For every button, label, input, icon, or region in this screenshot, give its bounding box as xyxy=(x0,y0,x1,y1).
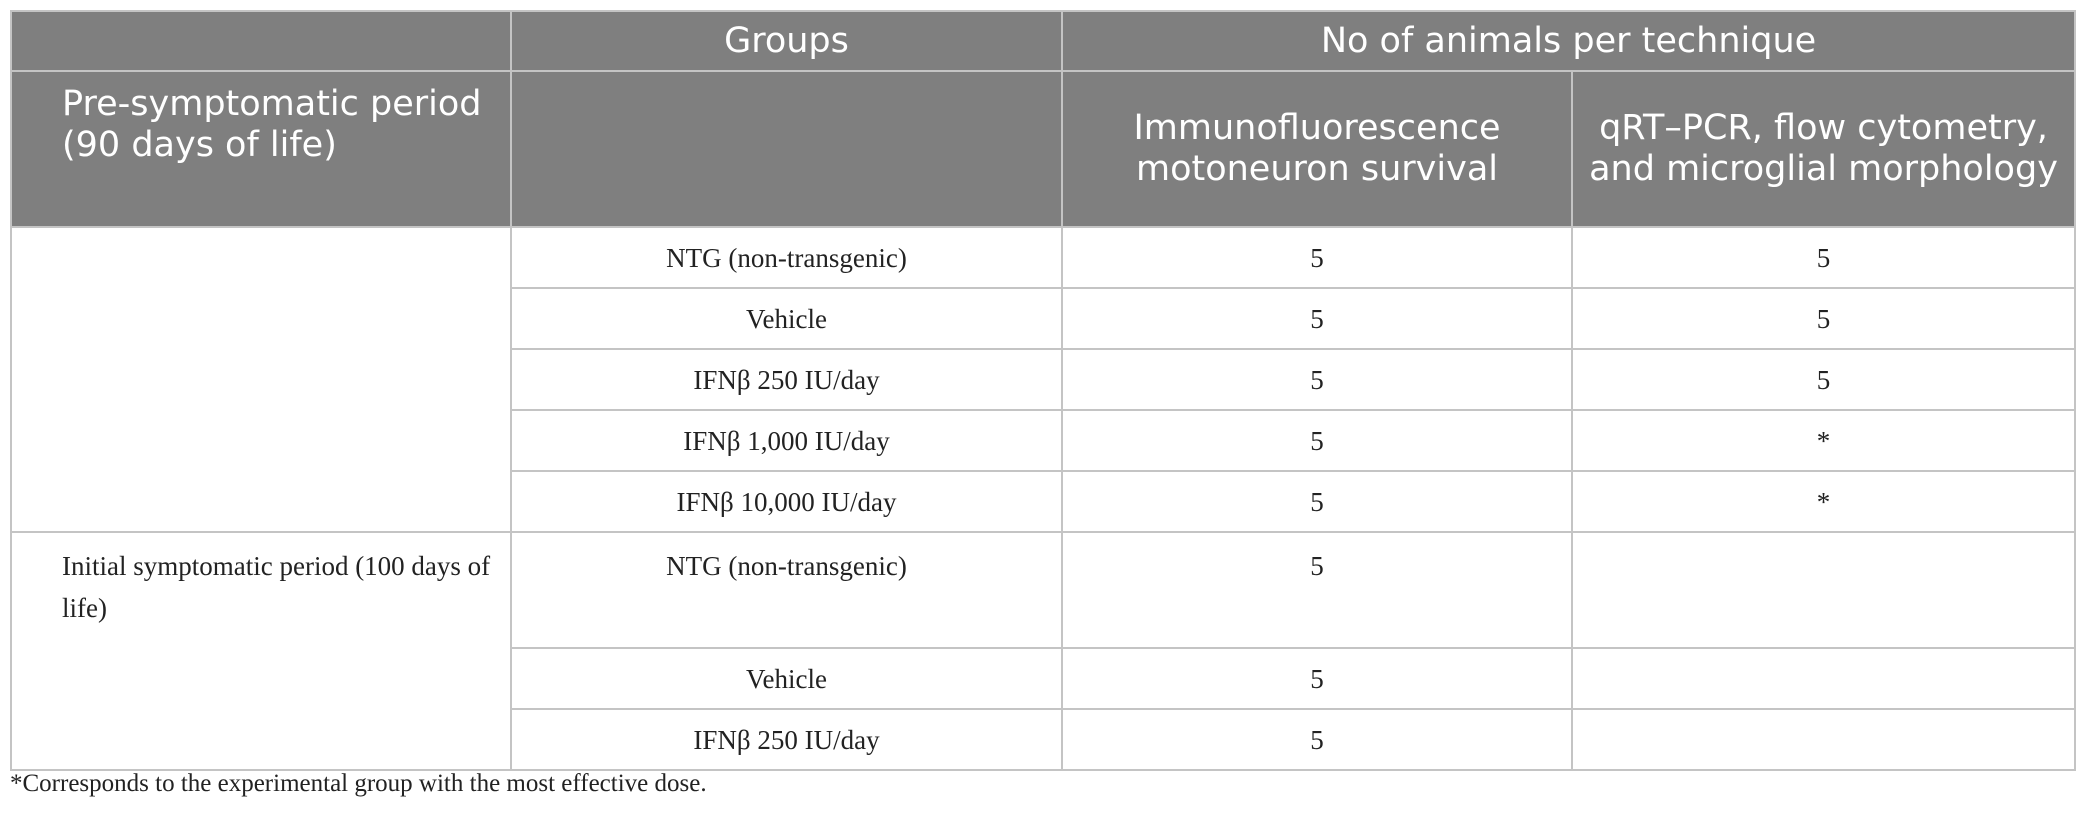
table-row xyxy=(11,227,2075,288)
header-qrt-pcr: qRT–PCR, flow cytometry, and microglial morphology xyxy=(1572,71,2075,227)
period-cell xyxy=(11,227,511,532)
immuno-count-cell: 5 xyxy=(1062,532,1572,648)
header-blank-cell xyxy=(11,11,511,71)
table-container xyxy=(10,10,2074,771)
immuno-count-cell: 5 xyxy=(1062,410,1572,471)
immuno-count-cell: 5 xyxy=(1062,471,1572,532)
header-row-sub xyxy=(11,71,2075,227)
table-row xyxy=(11,532,2075,648)
group-cell: IFNβ 1,000 IU/day xyxy=(511,410,1062,471)
table-footnote: *Corresponds to the experimental group with the most effective dose. xyxy=(10,770,707,797)
table-body xyxy=(11,227,2075,770)
header-groups: Groups xyxy=(511,11,1062,71)
immuno-count-cell: 5 xyxy=(1062,709,1572,770)
immuno-count-cell: 5 xyxy=(1062,227,1572,288)
qrt-count-cell: * xyxy=(1572,410,2075,471)
header-immunofluorescence: Immunofluorescence motoneuron survival xyxy=(1062,71,1572,227)
group-cell: Vehicle xyxy=(511,288,1062,349)
qrt-count-cell: 5 xyxy=(1572,288,2075,349)
group-cell: NTG (non-transgenic) xyxy=(511,227,1062,288)
qrt-count-cell xyxy=(1572,648,2075,709)
header-pre-symptomatic-period: Pre-symptomatic period (90 days of life) xyxy=(11,71,511,227)
group-cell: NTG (non-transgenic) xyxy=(511,532,1062,648)
qrt-count-cell xyxy=(1572,532,2075,648)
group-cell: IFNβ 250 IU/day xyxy=(511,709,1062,770)
immuno-count-cell: 5 xyxy=(1062,288,1572,349)
header-no-of-animals: No of animals per technique xyxy=(1062,11,2075,71)
initial-symptomatic-period-cell: Initial symptomatic period (100 days of life) xyxy=(11,532,511,770)
qrt-count-cell: 5 xyxy=(1572,227,2075,288)
group-cell: Vehicle xyxy=(511,648,1062,709)
immuno-count-cell: 5 xyxy=(1062,349,1572,410)
qrt-count-cell: 5 xyxy=(1572,349,2075,410)
header-groups-sub xyxy=(511,71,1062,227)
table-header xyxy=(11,11,2075,227)
group-cell: IFNβ 250 IU/day xyxy=(511,349,1062,410)
qrt-count-cell xyxy=(1572,709,2075,770)
qrt-count-cell: * xyxy=(1572,471,2075,532)
immuno-count-cell: 5 xyxy=(1062,648,1572,709)
group-cell: IFNβ 10,000 IU/day xyxy=(511,471,1062,532)
animals-table xyxy=(10,10,2076,771)
header-row-top xyxy=(11,11,2075,71)
